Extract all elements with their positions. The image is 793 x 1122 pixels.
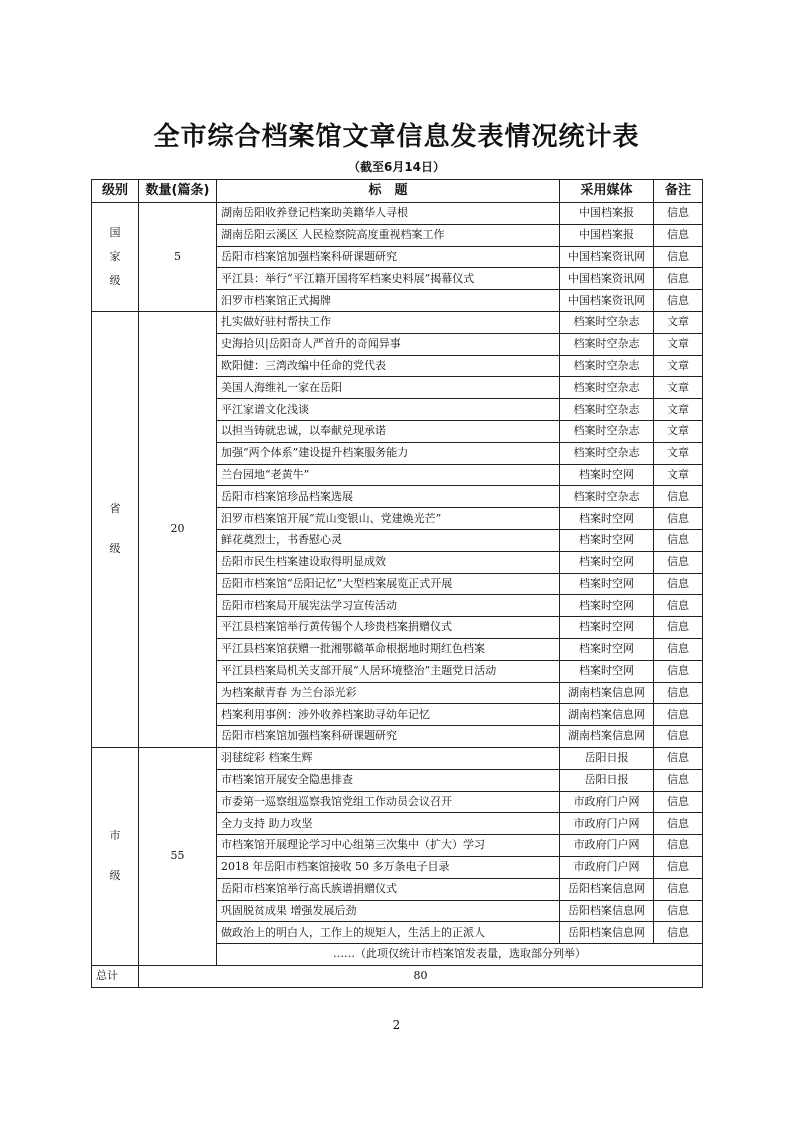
- title-cell: 加强“两个体系”建设提升档案服务能力: [217, 442, 560, 464]
- title-cell: 欧阳健：三湾改编中任命的党代表: [217, 355, 560, 377]
- title-cell: 为档案献青春 为兰台添光彩: [217, 682, 560, 704]
- note-cell: 信息: [654, 224, 703, 246]
- note-cell: 文章: [654, 311, 703, 333]
- title-cell: 岳阳市档案馆珍品档案选展: [217, 486, 560, 508]
- level-cell: [92, 311, 139, 747]
- media-cell: 湖南档案信息网: [560, 704, 654, 726]
- media-cell: 市政府门户网: [560, 813, 654, 835]
- note-cell: 信息: [654, 638, 703, 660]
- title-cell: 扎实做好驻村帮扶工作: [217, 311, 560, 333]
- title-cell: 平江县档案局机关支部开展“人居环境整治”主题党日活动: [217, 660, 560, 682]
- note-cell: 信息: [654, 617, 703, 639]
- title-cell: 平江家谱文化浅谈: [217, 399, 560, 421]
- note-cell: 信息: [654, 813, 703, 835]
- note-cell: 信息: [654, 900, 703, 922]
- page-number: 2: [392, 1018, 401, 1032]
- media-cell: 岳阳档案信息网: [560, 922, 654, 944]
- level-char: 国: [109, 225, 121, 239]
- media-cell: 市政府门户网: [560, 835, 654, 857]
- title-cell: 市档案馆开展安全隐患排查: [217, 769, 560, 791]
- media-cell: 档案时空杂志: [560, 355, 654, 377]
- level-char: 级: [109, 542, 121, 556]
- note-cell: 信息: [654, 486, 703, 508]
- media-cell: 档案时空网: [560, 573, 654, 595]
- title-cell: 美国人海维礼一家在岳阳: [217, 377, 560, 399]
- media-cell: 档案时空杂志: [560, 333, 654, 355]
- note-cell: 信息: [654, 878, 703, 900]
- note-cell: 信息: [654, 508, 703, 530]
- level-cell: [92, 203, 139, 312]
- media-cell: 中国档案报: [560, 203, 654, 225]
- media-cell: 档案时空杂志: [560, 420, 654, 442]
- media-cell: 岳阳日报: [560, 747, 654, 769]
- statistics-table: [91, 179, 703, 988]
- note-cell: 信息: [654, 791, 703, 813]
- note-cell: 信息: [654, 246, 703, 268]
- table-header-row: [92, 180, 703, 203]
- media-cell: 岳阳档案信息网: [560, 900, 654, 922]
- header-note: 备注: [654, 180, 703, 203]
- title-cell: 平江县档案馆举行黄传锡个人珍贵档案捐赠仪式: [217, 617, 560, 639]
- media-cell: 市政府门户网: [560, 791, 654, 813]
- title-cell: 岳阳市档案馆加强档案科研课题研究: [217, 726, 560, 748]
- media-cell: 档案时空网: [560, 551, 654, 573]
- note-cell: 信息: [654, 769, 703, 791]
- level-char: 级: [109, 869, 121, 883]
- title-cell: 岳阳市民生档案建设取得明显成效: [217, 551, 560, 573]
- title-cell: 平江县：举行“平江籍开国将军档案史料展”揭幕仪式: [217, 268, 560, 290]
- title-cell: 2018 年岳阳市档案馆接收 50 多万条电子目录: [217, 856, 560, 878]
- ellipsis-note: ……（此项仅统计市档案馆发表量，选取部分列举）: [217, 944, 703, 966]
- media-cell: 档案时空网: [560, 464, 654, 486]
- title-cell: 汨罗市档案馆正式揭牌: [217, 290, 560, 312]
- header-level: 级别: [92, 180, 139, 203]
- note-cell: 信息: [654, 747, 703, 769]
- media-cell: 岳阳档案信息网: [560, 878, 654, 900]
- table-row: [92, 203, 703, 225]
- level-cell: [92, 747, 139, 965]
- page-title: 全市综合档案馆文章信息发表情况统计表: [153, 122, 640, 152]
- title-cell: 档案利用事例：涉外收养档案助寻幼年记忆: [217, 704, 560, 726]
- title-cell: 史海拾贝|岳阳奇人严首升的奇闻异事: [217, 333, 560, 355]
- note-cell: 信息: [654, 529, 703, 551]
- media-cell: 档案时空网: [560, 660, 654, 682]
- title-cell: 湖南岳阳收养登记档案助美籍华人寻根: [217, 203, 560, 225]
- title-cell: 岳阳市档案馆举行高氏族谱捐赠仪式: [217, 878, 560, 900]
- note-cell: 信息: [654, 726, 703, 748]
- media-cell: 岳阳日报: [560, 769, 654, 791]
- note-cell: 文章: [654, 464, 703, 486]
- note-cell: 文章: [654, 442, 703, 464]
- note-cell: 信息: [654, 704, 703, 726]
- note-cell: 信息: [654, 203, 703, 225]
- media-cell: 中国档案资讯网: [560, 246, 654, 268]
- note-cell: 文章: [654, 333, 703, 355]
- title-cell: 湖南岳阳云溪区 人民检察院高度重视档案工作: [217, 224, 560, 246]
- note-cell: 信息: [654, 835, 703, 857]
- total-label: 总计: [92, 965, 139, 987]
- note-cell: 信息: [654, 595, 703, 617]
- level-char: 省: [109, 502, 121, 516]
- title-cell: 岳阳市档案馆“岳阳记忆”大型档案展览正式开展: [217, 573, 560, 595]
- note-cell: 信息: [654, 290, 703, 312]
- media-cell: 档案时空杂志: [560, 486, 654, 508]
- note-cell: 文章: [654, 355, 703, 377]
- media-cell: 中国档案资讯网: [560, 290, 654, 312]
- title-cell: 做政治上的明白人，工作上的规矩人，生活上的正派人: [217, 922, 560, 944]
- count-cell: 20: [139, 311, 217, 747]
- count-cell: 5: [139, 203, 217, 312]
- note-cell: 信息: [654, 682, 703, 704]
- title-cell: 全力支持 助力攻坚: [217, 813, 560, 835]
- note-cell: 文章: [654, 399, 703, 421]
- media-cell: 档案时空网: [560, 595, 654, 617]
- title-cell: 市档案馆开展理论学习中心组第三次集中（扩大）学习: [217, 835, 560, 857]
- title-cell: 巩固脱贫成果 增强发展后劲: [217, 900, 560, 922]
- media-cell: 档案时空杂志: [560, 377, 654, 399]
- title-cell: 以担当铸就忠诚，以奉献兑现承诺: [217, 420, 560, 442]
- level-char: 家: [109, 249, 121, 263]
- header-count: 数量(篇条): [139, 180, 217, 203]
- media-cell: 档案时空网: [560, 508, 654, 530]
- note-cell: 文章: [654, 420, 703, 442]
- title-cell: 市委第一巡察组巡察我馆党组工作动员会议召开: [217, 791, 560, 813]
- table-row: [92, 747, 703, 769]
- table-row: [92, 311, 703, 333]
- page-subtitle: （截至6月14日）: [347, 160, 446, 174]
- title-cell: 平江县档案馆获赠一批湘鄂赣革命根据地时期红色档案: [217, 638, 560, 660]
- media-cell: 档案时空杂志: [560, 311, 654, 333]
- media-cell: 湖南档案信息网: [560, 682, 654, 704]
- title-cell: 鲜花奠烈士，书香慰心灵: [217, 529, 560, 551]
- count-cell: 55: [139, 747, 217, 965]
- media-cell: 湖南档案信息网: [560, 726, 654, 748]
- title-cell: 岳阳市档案馆加强档案科研课题研究: [217, 246, 560, 268]
- note-cell: 信息: [654, 856, 703, 878]
- note-cell: 信息: [654, 573, 703, 595]
- header-media: 采用媒体: [560, 180, 654, 203]
- media-cell: 档案时空杂志: [560, 399, 654, 421]
- note-cell: 信息: [654, 660, 703, 682]
- title-cell: 岳阳市档案局开展宪法学习宣传活动: [217, 595, 560, 617]
- table-body: [92, 203, 703, 988]
- title-cell: 兰台园地“老黄牛”: [217, 464, 560, 486]
- note-cell: 信息: [654, 551, 703, 573]
- total-value: 80: [139, 965, 703, 987]
- header-title: 标 题: [217, 180, 560, 203]
- media-cell: 中国档案资讯网: [560, 268, 654, 290]
- media-cell: 档案时空网: [560, 529, 654, 551]
- media-cell: 档案时空网: [560, 617, 654, 639]
- title-cell: 羽毬绽彩 档案生辉: [217, 747, 560, 769]
- media-cell: 档案时空网: [560, 638, 654, 660]
- level-char: 级: [109, 273, 121, 287]
- note-cell: 信息: [654, 268, 703, 290]
- level-char: 市: [109, 829, 121, 843]
- media-cell: 市政府门户网: [560, 856, 654, 878]
- note-cell: 信息: [654, 922, 703, 944]
- media-cell: 档案时空杂志: [560, 442, 654, 464]
- media-cell: 中国档案报: [560, 224, 654, 246]
- title-cell: 汨罗市档案馆开展“荒山变银山、党建焕光芒”: [217, 508, 560, 530]
- total-row: [92, 965, 703, 987]
- note-cell: 文章: [654, 377, 703, 399]
